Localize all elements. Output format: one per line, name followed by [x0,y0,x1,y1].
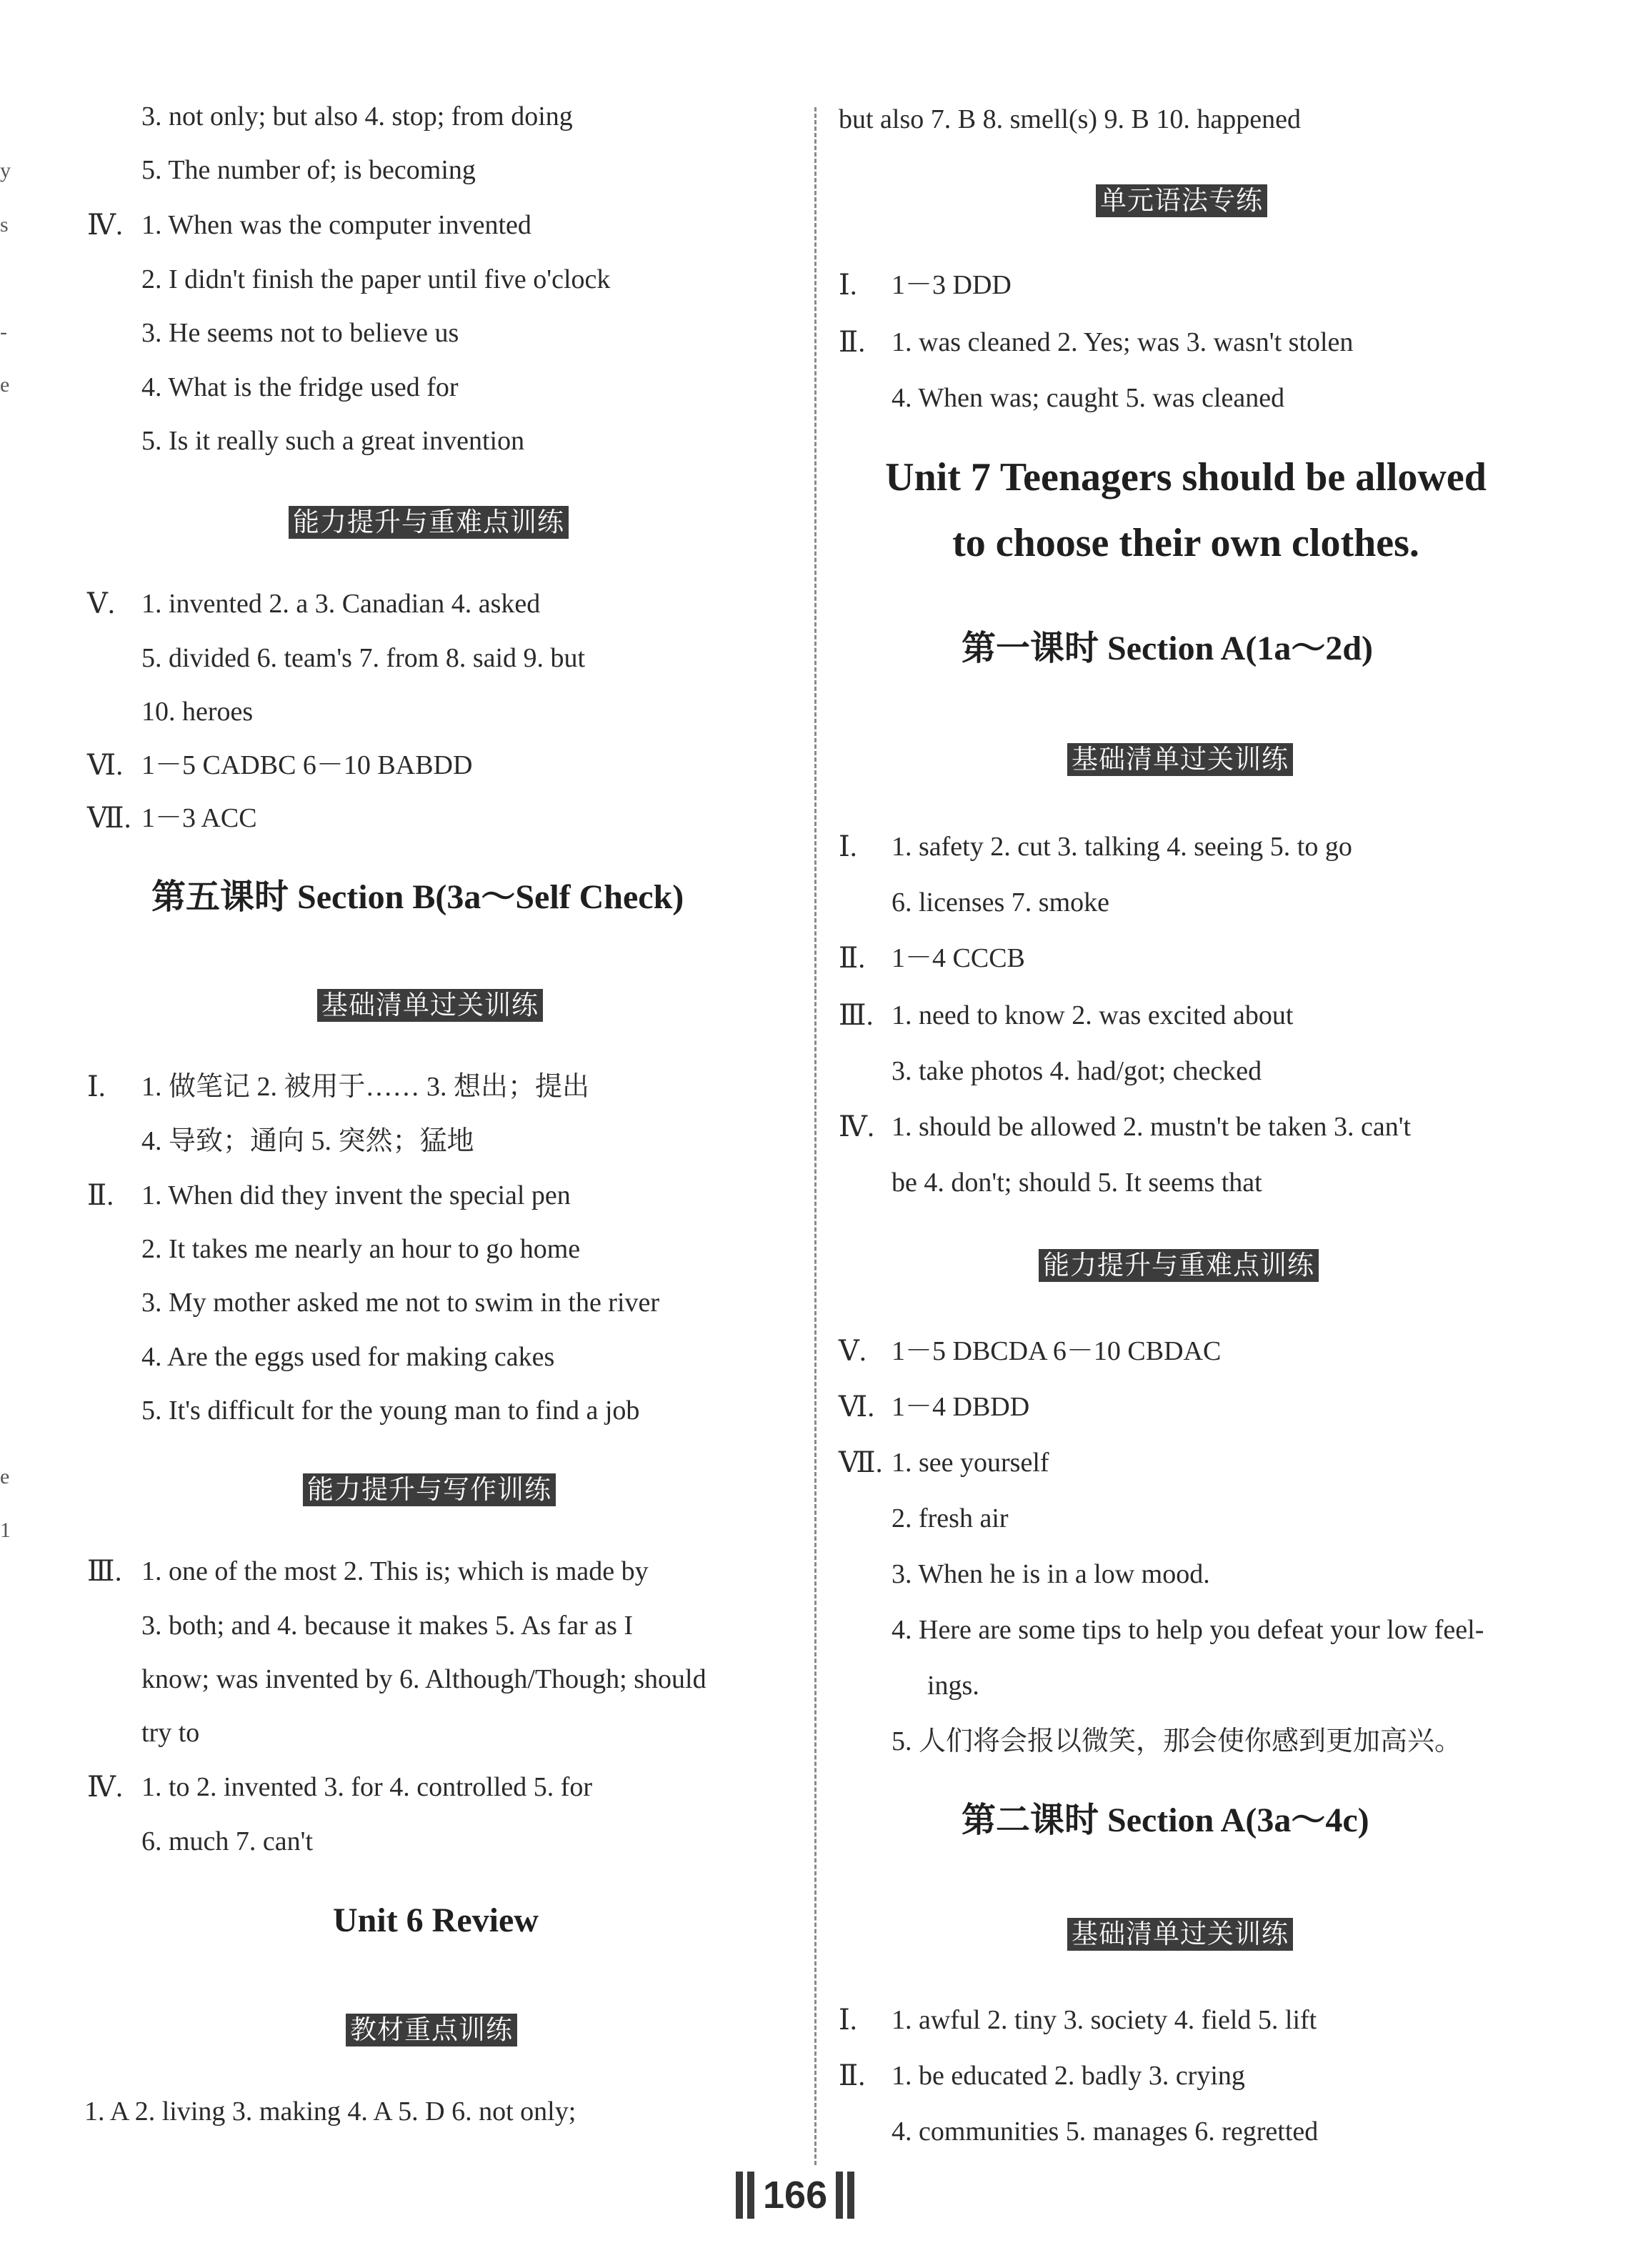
answer-line: 6. much 7. can't [141,1826,314,1856]
unit-review-heading: Unit 6 Review [333,1901,539,1939]
answer-line: try to [141,1718,200,1748]
answer-line: 1. invented 2. a 3. Canadian 4. asked [141,589,541,619]
answer-line: be 4. don't; should 5. It seems that [892,1168,1262,1198]
answer-line: 2. fresh air [892,1503,1009,1533]
edge-mark: s [0,213,9,237]
answer-line: 1－3 DDD [892,270,1012,300]
roman-numeral: Ⅲ. [87,1555,122,1587]
unit-title-line: Unit 7 Teenagers should be allowed [885,455,1487,499]
answer-line: 3. My mother asked me not to swim in the river [141,1288,660,1318]
roman-numeral: Ⅶ. [839,1446,883,1478]
page-number-bar [747,2172,754,2219]
answer-line: 2. It takes me nearly an hour to go home [141,1234,581,1264]
edge-mark: - [0,320,7,344]
roman-numeral: Ⅵ. [87,749,124,781]
roman-numeral: Ⅰ. [839,2004,857,2036]
roman-numeral: Ⅰ. [839,830,857,862]
page-number-text: 166 [763,2174,828,2217]
roman-numeral: Ⅱ. [839,326,866,358]
roman-numeral: Ⅲ. [839,999,874,1031]
page-number-bar [847,2172,854,2219]
section-badge: 教材重点训练 [346,2014,517,2046]
answer-line: 1. to 2. invented 3. for 4. controlled 5. for [141,1772,593,1802]
lesson-heading: 第二课时 Section A(3a～4c) [962,1801,1369,1839]
answer-line: 3. take photos 4. had/got; checked [892,1056,1262,1086]
unit-title [836,444,1536,576]
answer-line: 3. When he is in a low mood. [892,1559,1210,1589]
answer-line: 4. Here are some tips to help you defeat your low feel- [892,1615,1484,1645]
answer-line: 4. 导致；通向 5. 突然；猛地 [141,1126,474,1156]
answer-line: 1. be educated 2. badly 3. crying [892,2061,1245,2091]
answer-line: 1. need to know 2. was excited about [892,1000,1294,1030]
lesson-heading: 第五课时 Section B(3a～Self Check) [151,878,684,916]
answer-line: 10. heroes [141,697,254,727]
roman-numeral: Ⅰ. [87,1070,106,1103]
answer-line: 1. When did they invent the special pen [141,1180,571,1210]
page-number [736,2168,854,2222]
answer-line: 4. communities 5. manages 6. regretted [892,2117,1319,2147]
answer-line: 3. not only; but also 4. stop; from doing [141,101,573,131]
answer-line: 5. Is it really such a great invention [141,426,525,456]
answer-line: 2. I didn't finish the paper until five o'clock [141,264,611,294]
answer-line: 1. one of the most 2. This is; which is made by [141,1556,649,1586]
answer-line: 5. 人们将会报以微笑，那会使你感到更加高兴。 [892,1726,1462,1756]
answer-line: 1－4 DBDD [892,1392,1030,1422]
roman-numeral: Ⅱ. [87,1179,114,1211]
page-number-bar [736,2172,743,2219]
answer-line: 1. awful 2. tiny 3. society 4. field 5. lift [892,2005,1317,2035]
answer-line: 5. The number of; is becoming [141,155,476,185]
answer-line: 1. 做笔记 2. 被用于…… 3. 想出；提出 [141,1072,590,1102]
answer-line: 3. He seems not to believe us [141,318,459,348]
unit-title-line: to choose their own clothes. [952,521,1419,565]
answer-line: 4. Are the eggs used for making cakes [141,1342,555,1372]
roman-numeral: Ⅵ. [839,1391,875,1423]
answer-line: 4. What is the fridge used for [141,372,459,402]
roman-numeral: Ⅱ. [839,2059,866,2092]
answer-line: 1－4 CCCB [892,943,1025,973]
answer-line: know; was invented by 6. Although/Though; should [141,1664,706,1694]
answer-line: 1. safety 2. cut 3. talking 4. seeing 5. to go [892,832,1352,862]
section-badge: 能力提升与重难点训练 [1039,1249,1319,1282]
answer-line: 1. was cleaned 2. Yes; was 3. wasn't stolen [892,327,1354,357]
answer-line: 3. both; and 4. because it makes 5. As far as I [141,1611,634,1641]
section-badge: 基础清单过关训练 [317,989,543,1022]
lesson-heading: 第一课时 Section A(1a～2d) [962,630,1374,667]
answer-line: 1. When was the computer invented [141,210,531,240]
section-badge: 基础清单过关训练 [1067,1918,1293,1951]
answer-line: ings. [927,1671,979,1701]
answer-line: 6. licenses 7. smoke [892,887,1110,917]
roman-numeral: Ⅴ. [839,1335,867,1367]
roman-numeral: Ⅶ. [87,802,131,834]
section-badge: 基础清单过关训练 [1067,743,1293,776]
roman-numeral: Ⅳ. [87,209,123,241]
edge-mark: y [0,159,11,182]
column-divider [814,107,817,2165]
answer-line: 1－5 DBCDA 6－10 CBDAC [892,1336,1222,1366]
roman-numeral: Ⅳ. [839,1110,874,1143]
answer-line: 1－5 CADBC 6－10 BABDD [141,750,473,780]
section-badge: 能力提升与重难点训练 [289,506,569,539]
answer-line: 1－3 ACC [141,803,257,833]
answer-line: 1. A 2. living 3. making 4. A 5. D 6. not only; [84,2097,576,2127]
edge-mark: e [0,1465,10,1488]
answer-line: 4. When was; caught 5. was cleaned [892,383,1285,413]
edge-mark: e [0,373,10,397]
answer-line: but also 7. B 8. smell(s) 9. B 10. happened [839,104,1301,134]
answer-line: 1. should be allowed 2. mustn't be taken 3. can't [892,1112,1412,1142]
answer-line: 1. see yourself [892,1448,1049,1478]
roman-numeral: Ⅴ. [87,587,115,620]
edge-mark: 1 [0,1518,11,1542]
section-badge: 能力提升与写作训练 [303,1473,556,1506]
roman-numeral: Ⅰ. [839,269,857,301]
page-number-bar [836,2172,843,2219]
roman-numeral: Ⅱ. [839,942,866,974]
roman-numeral: Ⅳ. [87,1771,123,1803]
answer-line: 5. It's difficult for the young man to find a job [141,1396,640,1426]
answer-line: 5. divided 6. team's 7. from 8. said 9. but [141,643,586,673]
section-badge: 单元语法专练 [1096,184,1267,217]
